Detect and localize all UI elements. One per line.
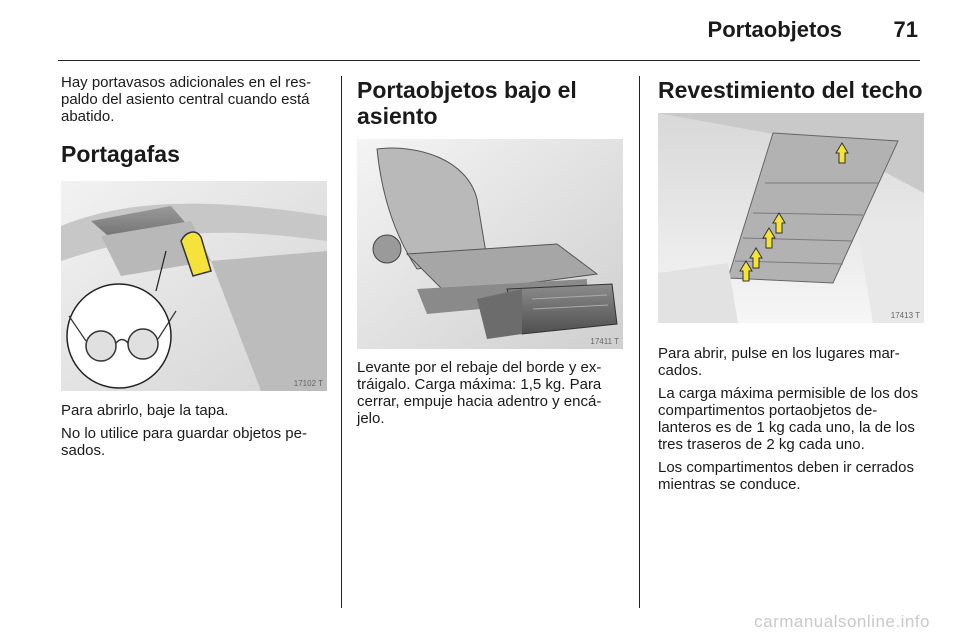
figure-code: 17411 T [590,337,619,346]
watermark: carmanualsonline.info [754,612,930,631]
intro-paragraph: Hay portavasos adicionales en el respaldo del asiento central cuando está abatido. [61,74,312,125]
heading-portaobjetos-asiento: Portaobjetos bajo el asiento [357,77,577,129]
column-1 [61,74,327,465]
column-divider-2 [639,76,640,608]
paragraph-closed: Los compartimentos deben ir cerrados mientras se conduce. [658,459,914,493]
paragraph-instructions: Levante por el rebaje del borde y extráigalo. Carga máxima: 1,5 kg. Para cerrar, empuje hacia adentro y encájelo. [357,359,602,427]
paragraph-open-roof: Para abrir, pulse en los lugares marcados. [658,345,900,379]
paragraph-load: La carga máxima permisible de los dos compartimentos portaobjetos delanteros es de 1 kg cada uno, la de los tres traseros de 2 kg cada uno. [658,385,919,453]
roof-lining-illustration [658,113,924,323]
page-header [0,0,960,62]
figure-code: 17413 T [890,311,920,320]
header-divider [58,60,920,61]
under-seat-drawer-illustration [357,139,623,349]
column-3 [658,74,924,499]
column-2 [357,74,623,433]
column-divider-1 [341,76,342,608]
heading-portagafas: Portagafas [61,141,180,167]
page-number: 71 [893,17,918,42]
heading-revestimiento-techo: Revestimiento del techo [658,77,923,103]
figure-code: 17102 T [293,379,323,388]
glasses-holder-illustration [61,181,327,391]
paragraph-open: Para abrirlo, baje la tapa. [61,402,229,419]
section-title: Portaobjetos [707,17,842,42]
paragraph-warning: No lo utilice para guardar objetos pesados. [61,425,307,459]
